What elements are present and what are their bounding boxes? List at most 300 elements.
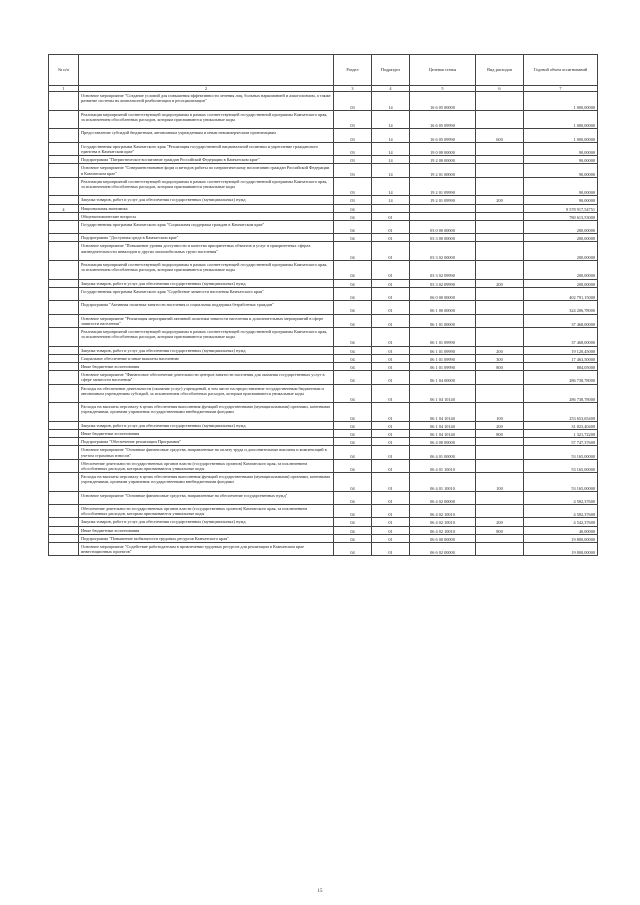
row-amount: 1 321,72200 <box>524 429 598 437</box>
row-number <box>49 261 79 280</box>
row-amount: 19 120,45000 <box>524 346 598 354</box>
row-name: Закупка товаров, работ и услуг для обеспечения государственных (муниципальных) нужд <box>79 518 334 526</box>
row-amount: 1 000,00000 <box>524 92 598 111</box>
table-row <box>49 156 598 164</box>
row-razdel: 04 <box>334 534 372 542</box>
table-row <box>49 142 598 155</box>
row-expense-type <box>476 328 524 347</box>
row-podrazdel: 01 <box>372 518 410 526</box>
row-name: Расходы на выплаты персоналу в целях обеспечения выполнения функций государственными (муниципальными) органами, казенными учреждениями, органами управления государственными внебюджетными фондами <box>79 473 334 492</box>
row-name: Закупка товаров, работ и услуг для обеспечения государственных (муниципальных) нужд <box>79 279 334 287</box>
table-row <box>49 459 598 472</box>
row-podrazdel: 01 <box>372 234 410 242</box>
row-name: Закупка товаров, работ и услуг для обеспечения государственных (муниципальных) нужд <box>79 196 334 204</box>
table-row <box>49 220 598 233</box>
row-amount: 19 800,00000 <box>524 534 598 542</box>
column-index: 3 <box>334 86 372 92</box>
row-razdel: 03 <box>334 142 372 155</box>
row-name: Подпрограмма "Обеспечение реализации Программы" <box>79 438 334 446</box>
row-expense-type: 300 <box>476 354 524 362</box>
row-podrazdel: 01 <box>372 438 410 446</box>
row-number <box>49 354 79 362</box>
row-amount: 31 823,40400 <box>524 421 598 429</box>
row-name: Реализация мероприятий соответствующей подпрограммы в рамках соответствующей государственной программы Камчатского края, за исключением обособленных расходов, которым присваиваются уникальные коды <box>79 177 334 196</box>
row-podrazdel: 01 <box>372 473 410 492</box>
row-expense-type <box>476 242 524 261</box>
row-expense-type <box>476 459 524 472</box>
row-target-article: 06 1 01 09990 <box>410 328 476 347</box>
row-podrazdel: 01 <box>372 429 410 437</box>
row-razdel: 04 <box>334 473 372 492</box>
row-name: Основное мероприятие "Совершенствование форм и методов работы по патриотическому воспитанию граждан Российской Федерации в Камчатском крае" <box>79 164 334 177</box>
row-podrazdel: 01 <box>372 242 410 261</box>
table-row <box>49 491 598 504</box>
row-number <box>49 429 79 437</box>
row-amount: 200,00000 <box>524 261 598 280</box>
row-amount: 200,00000 <box>524 279 598 287</box>
row-target-article: 06 1 01 00000 <box>410 314 476 327</box>
row-name: Закупка товаров, работ и услуг для обеспечения государственных (муниципальных) нужд <box>79 346 334 354</box>
row-expense-type: 600 <box>476 129 524 142</box>
row-number <box>49 234 79 242</box>
row-podrazdel: 14 <box>372 142 410 155</box>
row-number <box>49 156 79 164</box>
header-num: № п/п <box>49 55 79 86</box>
table-row <box>49 505 598 518</box>
row-podrazdel: 01 <box>372 403 410 422</box>
row-target-article: 06 4 02 00000 <box>410 491 476 504</box>
row-target-article: 03 3 02 09990 <box>410 279 476 287</box>
row-amount: 4 542,37600 <box>524 518 598 526</box>
row-expense-type <box>476 212 524 220</box>
row-target-article: 06 1 01 09990 <box>410 346 476 354</box>
row-expense-type <box>476 384 524 403</box>
header-podrazdel: Подраздел <box>372 55 410 86</box>
row-podrazdel: 14 <box>372 196 410 204</box>
row-target-article: 06 4 01 00000 <box>410 446 476 459</box>
row-target-article: 16 6 05 09990 <box>410 129 476 142</box>
row-podrazdel: 01 <box>372 543 410 556</box>
row-target-article: 03 3 02 09990 <box>410 261 476 280</box>
row-amount: 53 165,00000 <box>524 459 598 472</box>
row-razdel: 04 <box>334 204 372 212</box>
table-row <box>49 446 598 459</box>
row-expense-type: 200 <box>476 518 524 526</box>
header-razdel: Раздел <box>334 55 372 86</box>
table-row <box>49 196 598 204</box>
row-name: Подпрограмма "Повышение мобильности трудовых ресурсов Камчатского края" <box>79 534 334 542</box>
row-number <box>49 421 79 429</box>
row-target-article: 16 6 05 00000 <box>410 92 476 111</box>
row-amount: 286 738,78000 <box>524 384 598 403</box>
row-razdel: 04 <box>334 446 372 459</box>
row-expense-type <box>476 446 524 459</box>
table-row <box>49 518 598 526</box>
row-name: Подпрограмма "Активная политика занятости населения и социальная поддержка безработных граждан" <box>79 301 334 314</box>
row-target-article: 03 3 00 00000 <box>410 234 476 242</box>
column-index: 6 <box>476 86 524 92</box>
row-target-article: 06 6 00 00000 <box>410 534 476 542</box>
row-podrazdel <box>372 204 410 212</box>
row-target-article: 19 2 00 00000 <box>410 156 476 164</box>
row-target-article: 06 1 04 10140 <box>410 384 476 403</box>
row-expense-type: 800 <box>476 429 524 437</box>
row-name: Подпрограмма "Патриотическое воспитание граждан Российской Федерации в Камчатском крае" <box>79 156 334 164</box>
row-razdel: 04 <box>334 403 372 422</box>
row-amount: 1 000,00000 <box>524 129 598 142</box>
column-index: 2 <box>79 86 334 92</box>
row-name: Государственная программа Камчатского края "Социальная поддержка граждан в Камчатском крае" <box>79 220 334 233</box>
row-razdel: 04 <box>334 212 372 220</box>
row-target-article <box>410 204 476 212</box>
table-row <box>49 287 598 300</box>
row-razdel: 04 <box>334 346 372 354</box>
row-razdel: 04 <box>334 505 372 518</box>
table-row <box>49 129 598 142</box>
row-number <box>49 287 79 300</box>
row-amount: 17 463,50000 <box>524 354 598 362</box>
row-razdel: 04 <box>334 261 372 280</box>
row-expense-type: 200 <box>476 196 524 204</box>
row-number <box>49 129 79 142</box>
row-razdel: 03 <box>334 129 372 142</box>
row-amount: 200,00000 <box>524 220 598 233</box>
table-row <box>49 328 598 347</box>
row-target-article: 06 4 01 10010 <box>410 459 476 472</box>
row-number <box>49 314 79 327</box>
row-target-article: 19 2 01 09990 <box>410 196 476 204</box>
column-index: 5 <box>410 86 476 92</box>
row-target-article: 19 0 00 00000 <box>410 142 476 155</box>
row-razdel: 04 <box>334 354 372 362</box>
row-target-article: 06 1 00 00000 <box>410 301 476 314</box>
budget-table-sheet <box>48 54 597 556</box>
row-amount: 253 653,65400 <box>524 403 598 422</box>
row-name: Реализация мероприятий соответствующей подпрограммы в рамках соответствующей государственной программы Камчатского края, за исключением обособленных расходов, которым присваиваются уникальные коды <box>79 261 334 280</box>
row-expense-type <box>476 164 524 177</box>
table-row <box>49 543 598 556</box>
row-name: Реализация мероприятий соответствующей подпрограммы в рамках соответствующей государственной программы Камчатского края, за исключением обособленных расходов, которым присваиваются уникальные коды <box>79 110 334 129</box>
row-expense-type <box>476 438 524 446</box>
row-amount: 40,00000 <box>524 526 598 534</box>
row-number <box>49 438 79 446</box>
row-podrazdel: 01 <box>372 346 410 354</box>
table-row <box>49 354 598 362</box>
row-podrazdel: 01 <box>372 314 410 327</box>
row-number <box>49 242 79 261</box>
row-amount: 4 582,37600 <box>524 505 598 518</box>
row-podrazdel: 01 <box>372 526 410 534</box>
row-expense-type: 200 <box>476 279 524 287</box>
row-razdel: 04 <box>334 438 372 446</box>
row-amount: 37 468,00000 <box>524 328 598 347</box>
row-amount: 90,00000 <box>524 156 598 164</box>
row-amount: 200,00000 <box>524 234 598 242</box>
row-amount: 402 791,15000 <box>524 287 598 300</box>
row-name: Социальное обеспечение и иные выплаты населению <box>79 354 334 362</box>
header-expense-type: Вид расходов <box>476 55 524 86</box>
row-name: Предоставление субсидий бюджетным, автономным учреждениям и иным некоммерческим организациям <box>79 129 334 142</box>
row-number <box>49 534 79 542</box>
row-amount: 90,00000 <box>524 196 598 204</box>
row-podrazdel: 14 <box>372 92 410 111</box>
row-razdel: 04 <box>334 234 372 242</box>
row-razdel: 03 <box>334 110 372 129</box>
row-target-article: 06 4 02 10010 <box>410 526 476 534</box>
row-target-article: 06 1 01 09990 <box>410 354 476 362</box>
table-row <box>49 301 598 314</box>
row-razdel: 04 <box>334 429 372 437</box>
row-podrazdel: 14 <box>372 156 410 164</box>
table-header-row <box>49 55 598 86</box>
row-name: Основное мероприятие "Создание условий для повышения эффективности лечения лиц, больных наркоманией и алкоголизмом, а также развитие системы их комплексной реабилитации и ресоциализации" <box>79 92 334 111</box>
row-podrazdel: 01 <box>372 328 410 347</box>
row-expense-type <box>476 156 524 164</box>
row-podrazdel: 01 <box>372 287 410 300</box>
row-number <box>49 177 79 196</box>
header-name <box>79 55 334 86</box>
row-podrazdel: 14 <box>372 129 410 142</box>
row-number <box>49 92 79 111</box>
header-annual-amount: Годовой объем ассигнований <box>524 55 598 86</box>
row-name: Расходы на обеспечение деятельности (оказание услуг) учреждений, в том числе на предоставление государственным бюджетным и автономным учреждениям субсидий, за исключением обособленных расходов, которым присваиваются уникальные коды <box>79 384 334 403</box>
row-number <box>49 526 79 534</box>
row-expense-type <box>476 491 524 504</box>
row-name: Обеспечение деятельности государственных органов власти (государственных органов) Камчатского края, за исключением обособленных расходов, которым присваиваются уникальные коды <box>79 505 334 518</box>
row-razdel: 04 <box>334 363 372 371</box>
row-razdel: 04 <box>334 371 372 384</box>
table-row <box>49 526 598 534</box>
row-target-article: 16 6 05 09990 <box>410 110 476 129</box>
row-razdel: 03 <box>334 196 372 204</box>
column-index: 4 <box>372 86 410 92</box>
row-target-article: 06 1 04 00000 <box>410 371 476 384</box>
row-expense-type <box>476 110 524 129</box>
table-row <box>49 212 598 220</box>
table-row <box>49 473 598 492</box>
row-amount: 286 738,78000 <box>524 371 598 384</box>
row-target-article: 06 4 01 10010 <box>410 473 476 492</box>
row-amount: 90,00000 <box>524 164 598 177</box>
column-index: 1 <box>49 86 79 92</box>
row-razdel: 03 <box>334 177 372 196</box>
table-row <box>49 110 598 129</box>
row-target-article: 06 1 04 10140 <box>410 403 476 422</box>
row-expense-type <box>476 261 524 280</box>
row-name: Общеэкономические вопросы <box>79 212 334 220</box>
table-row <box>49 204 598 212</box>
row-target-article: 06 1 04 10140 <box>410 421 476 429</box>
table-row <box>49 384 598 403</box>
table-row <box>49 234 598 242</box>
row-podrazdel: 14 <box>372 177 410 196</box>
row-podrazdel: 01 <box>372 505 410 518</box>
table-row <box>49 92 598 111</box>
row-name: Подпрограмма "Доступная среда в Камчатском крае" <box>79 234 334 242</box>
row-amount: 90,00000 <box>524 142 598 155</box>
row-expense-type <box>476 92 524 111</box>
row-podrazdel: 01 <box>372 261 410 280</box>
row-amount: 53 165,00000 <box>524 473 598 492</box>
row-razdel: 04 <box>334 384 372 403</box>
row-expense-type <box>476 301 524 314</box>
row-number <box>49 363 79 371</box>
row-razdel: 04 <box>334 242 372 261</box>
row-name: Основное мероприятие "Основные финансовые средства, направленные на обеспечение государственных нужд" <box>79 491 334 504</box>
row-name: Основное мероприятие "Основные финансовые средства, направленные на оплату труда и дополнительные выплаты и компенсаций в учетом страховых взносов" <box>79 446 334 459</box>
row-amount: 1 000,00000 <box>524 110 598 129</box>
row-amount: 19 800,00000 <box>524 543 598 556</box>
row-podrazdel: 01 <box>372 491 410 504</box>
row-podrazdel: 01 <box>372 459 410 472</box>
row-number <box>49 371 79 384</box>
row-razdel: 04 <box>334 526 372 534</box>
row-target-article: 06 4 02 10010 <box>410 505 476 518</box>
row-amount: 9 578 917,54751 <box>524 204 598 212</box>
row-target-article: 19 2 01 00000 <box>410 164 476 177</box>
table-row <box>49 421 598 429</box>
row-expense-type <box>476 220 524 233</box>
row-name: Основное мероприятие "Содействие работодателям в привлечении трудовых ресурсов для реализации в Камчатском крае инвестиционных проектов" <box>79 543 334 556</box>
header-target-article: Целевая статья <box>410 55 476 86</box>
row-name: Обеспечение деятельности государственных органов власти (государственных органов) Камчатского края, за исключением обособленных расходов, которым присваиваются уникальные коды <box>79 459 334 472</box>
row-name: Государственная программа Камчатского края "Реализация государственной национальной политики и укрепление гражданского единства в Камчатском крае" <box>79 142 334 155</box>
row-podrazdel: 01 <box>372 279 410 287</box>
row-podrazdel: 01 <box>372 446 410 459</box>
row-razdel: 04 <box>334 279 372 287</box>
row-name: Иные бюджетные ассигнования <box>79 363 334 371</box>
row-target-article: 06 0 00 00000 <box>410 287 476 300</box>
table-row <box>49 242 598 261</box>
table-row <box>49 429 598 437</box>
row-target-article: 06 4 02 10010 <box>410 518 476 526</box>
row-target-article: 06 6 02 00000 <box>410 543 476 556</box>
row-razdel: 04 <box>334 421 372 429</box>
row-name: Расходы на выплаты персоналу в целях обеспечения выполнения функций государственными (муниципальными) органами, казенными учреждениями, органами управления государственными внебюджетными фондами <box>79 403 334 422</box>
row-target-article: 19 2 01 09990 <box>410 177 476 196</box>
row-number <box>49 403 79 422</box>
row-expense-type: 100 <box>476 473 524 492</box>
row-razdel: 04 <box>334 314 372 327</box>
row-razdel: 04 <box>334 518 372 526</box>
row-razdel: 04 <box>334 287 372 300</box>
row-podrazdel: 14 <box>372 110 410 129</box>
row-target-article <box>410 212 476 220</box>
row-name: Национальная экономика <box>79 204 334 212</box>
row-razdel: 04 <box>334 301 372 314</box>
row-number <box>49 491 79 504</box>
row-razdel: 04 <box>334 328 372 347</box>
row-number <box>49 543 79 556</box>
row-amount: 780 613,53000 <box>524 212 598 220</box>
table-row <box>49 261 598 280</box>
row-razdel: 04 <box>334 459 372 472</box>
row-number <box>49 301 79 314</box>
row-number <box>49 212 79 220</box>
table-row <box>49 403 598 422</box>
column-index: 7 <box>524 86 598 92</box>
row-target-article: 03 3 02 00000 <box>410 242 476 261</box>
row-target-article: 03 0 00 00000 <box>410 220 476 233</box>
row-number <box>49 505 79 518</box>
row-name: Государственная программа Камчатского края "Содействие занятости населения Камчатского края" <box>79 287 334 300</box>
row-expense-type <box>476 371 524 384</box>
row-expense-type <box>476 314 524 327</box>
row-expense-type <box>476 505 524 518</box>
row-number <box>49 164 79 177</box>
row-expense-type <box>476 142 524 155</box>
row-expense-type <box>476 287 524 300</box>
table-row <box>49 314 598 327</box>
row-expense-type: 100 <box>476 403 524 422</box>
table-row <box>49 346 598 354</box>
row-number <box>49 473 79 492</box>
row-number <box>49 446 79 459</box>
row-name: Основное мероприятие "Реализация мероприятий активной политики занятости населения и дополнительных мероприятий в сфере занятости населения" <box>79 314 334 327</box>
row-amount: 4 582,37600 <box>524 491 598 504</box>
table-row <box>49 279 598 287</box>
row-number <box>49 142 79 155</box>
page-number: 15 <box>317 889 323 894</box>
row-amount: 200,00000 <box>524 242 598 261</box>
row-razdel: 04 <box>334 543 372 556</box>
row-name: Закупка товаров, работ и услуг для обеспечения государственных (муниципальных) нужд <box>79 421 334 429</box>
row-amount: 53 165,00000 <box>524 446 598 459</box>
row-name: Реализация мероприятий соответствующей подпрограммы в рамках соответствующей государственной программы Камчатского края, за исключением обособленных расходов, которым присваиваются уникальные коды <box>79 328 334 347</box>
row-expense-type: 800 <box>476 363 524 371</box>
table-row <box>49 363 598 371</box>
table-row <box>49 438 598 446</box>
row-name: Иные бюджетные ассигнования <box>79 429 334 437</box>
row-amount: 884,05000 <box>524 363 598 371</box>
row-podrazdel: 01 <box>372 421 410 429</box>
row-razdel: 04 <box>334 491 372 504</box>
row-number <box>49 196 79 204</box>
row-expense-type <box>476 234 524 242</box>
row-podrazdel: 01 <box>372 354 410 362</box>
table-row <box>49 164 598 177</box>
row-razdel: 04 <box>334 220 372 233</box>
row-name: Основное мероприятие "Финансовое обеспечение деятельности центров занятости населения для оказания государственных услуг в сфере занятости населения" <box>79 371 334 384</box>
row-podrazdel: 01 <box>372 301 410 314</box>
row-expense-type: 200 <box>476 421 524 429</box>
row-name: Иные бюджетные ассигнования <box>79 526 334 534</box>
row-number: 4 <box>49 204 79 212</box>
row-amount: 37 468,00000 <box>524 314 598 327</box>
row-expense-type <box>476 543 524 556</box>
row-expense-type: 200 <box>476 346 524 354</box>
row-podrazdel: 01 <box>372 363 410 371</box>
row-podrazdel: 01 <box>372 371 410 384</box>
row-podrazdel: 01 <box>372 534 410 542</box>
table-row <box>49 371 598 384</box>
row-number <box>49 220 79 233</box>
row-amount: 324 206,78000 <box>524 301 598 314</box>
row-razdel: 03 <box>334 164 372 177</box>
row-target-article: 06 4 00 00000 <box>410 438 476 446</box>
row-podrazdel: 01 <box>372 220 410 233</box>
row-number <box>49 384 79 403</box>
row-podrazdel: 14 <box>372 164 410 177</box>
row-target-article: 06 1 04 10140 <box>410 429 476 437</box>
row-razdel: 03 <box>334 92 372 111</box>
table-row <box>49 177 598 196</box>
row-name: Основное мероприятие "Повышение уровня доступности и качества приоритетных объектов и услуг в приоритетных сферах жизнедеятельности инвалидов и других маломобильных групп населения" <box>79 242 334 261</box>
table-row <box>49 534 598 542</box>
row-number <box>49 346 79 354</box>
row-podrazdel: 01 <box>372 212 410 220</box>
row-number <box>49 518 79 526</box>
